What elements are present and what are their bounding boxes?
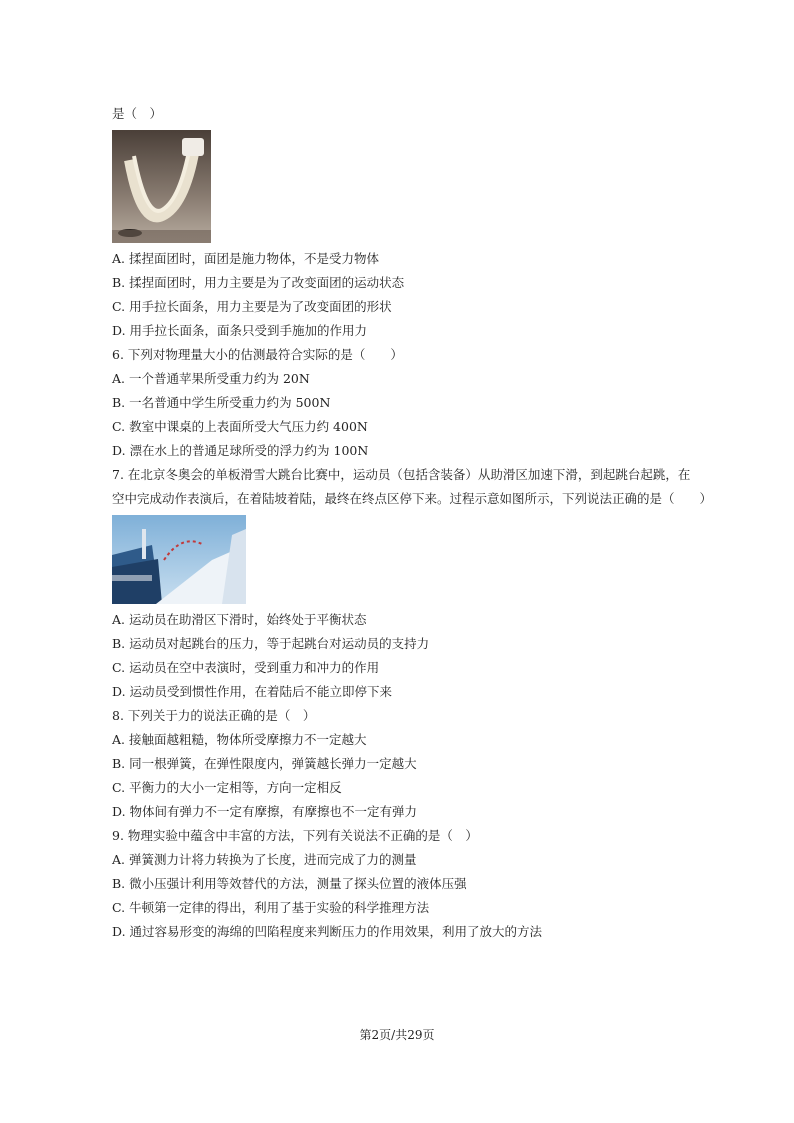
q8-option-d: D. 物体间有弹力不一定有摩擦，有摩擦也不一定有弹力 bbox=[112, 804, 418, 819]
q6-option-a: A. 一个普通苹果所受重力约为 20N bbox=[112, 371, 310, 386]
q9-stem: 9. 物理实验中蕴含中丰富的方法，下列有关说法不正确的是（ ） bbox=[112, 828, 478, 843]
q7-stem-line-1: 7. 在北京冬奥会的单板滑雪大跳台比赛中，运动员（包括含装备）从助滑区加速下滑，到起跳台起跳，在 bbox=[112, 467, 691, 482]
q9-option-b: B. 微小压强计利用等效替代的方法，测量了探头位置的液体压强 bbox=[112, 876, 467, 891]
q8-option-a: A. 接触面越粗糙，物体所受摩擦力不一定越大 bbox=[112, 732, 367, 747]
q5-stem-tail: 是（ ） bbox=[112, 106, 163, 121]
q8-option-b: B. 同一根弹簧，在弹性限度内，弹簧越长弹力一定越大 bbox=[112, 756, 417, 771]
q6-stem: 6. 下列对物理量大小的估测最符合实际的是（ ） bbox=[112, 347, 403, 362]
q9-option-a: A. 弹簧测力计将力转换为了长度，进而完成了力的测量 bbox=[112, 852, 417, 867]
ski-jump-photo bbox=[112, 515, 246, 604]
noodle-photo bbox=[112, 130, 211, 243]
q5-option-a: A. 揉捏面团时，面团是施力物体，不是受力物体 bbox=[112, 251, 379, 266]
q9-option-d: D. 通过容易形变的海绵的凹陷程度来判断压力的作用效果，利用了放大的方法 bbox=[112, 924, 543, 939]
q7-option-c: C. 运动员在空中表演时，受到重力和冲力的作用 bbox=[112, 660, 380, 675]
q6-option-d: D. 漂在水上的普通足球所受的浮力约为 100N bbox=[112, 443, 369, 458]
q7-option-b: B. 运动员对起跳台的压力，等于起跳台对运动员的支持力 bbox=[112, 636, 430, 651]
page-footer: 第2页/共29页 bbox=[359, 1028, 435, 1042]
q7-stem-line-2: 空中完成动作表演后，在着陆坡着陆，最终在终点区停下来。过程示意如图所示，下列说法正确的是（ ） bbox=[112, 491, 713, 506]
q7-option-a: A. 运动员在助滑区下滑时，始终处于平衡状态 bbox=[112, 612, 367, 627]
q7-option-d: D. 运动员受到惯性作用，在着陆后不能立即停下来 bbox=[112, 684, 393, 699]
q9-option-c: C. 牛顿第一定律的得出，利用了基于实验的科学推理方法 bbox=[112, 900, 430, 915]
q8-option-c: C. 平衡力的大小一定相等，方向一定相反 bbox=[112, 780, 342, 795]
q8-stem: 8. 下列关于力的说法正确的是（ ） bbox=[112, 708, 316, 723]
q5-option-c: C. 用手拉长面条，用力主要是为了改变面团的形状 bbox=[112, 299, 392, 314]
q5-option-d: D. 用手拉长面条，面条只受到手施加的作用力 bbox=[112, 323, 368, 338]
q5-option-b: B. 揉捏面团时，用力主要是为了改变面团的运动状态 bbox=[112, 275, 405, 290]
q6-option-b: B. 一名普通中学生所受重力约为 500N bbox=[112, 395, 331, 410]
q6-option-c: C. 教室中课桌的上表面所受大气压力约 400N bbox=[112, 419, 368, 434]
